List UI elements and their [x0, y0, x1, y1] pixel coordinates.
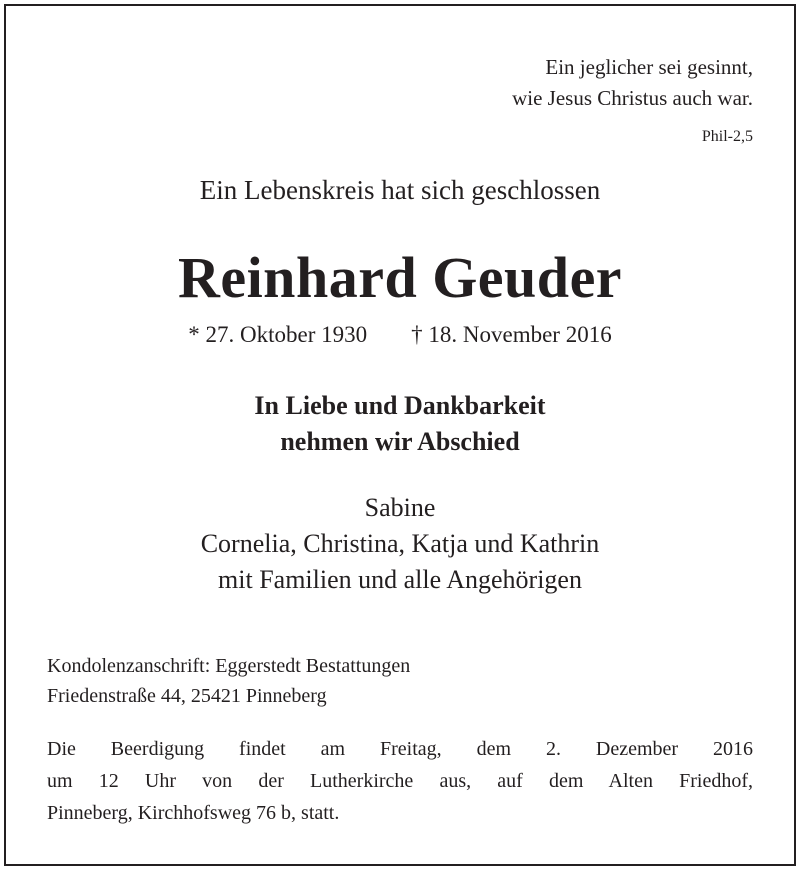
- funeral-line: Pinneberg, Kirchhofsweg 76 b, statt.: [47, 802, 340, 824]
- farewell-line: nehmen wir Abschied: [280, 427, 520, 456]
- bible-quote-line: wie Jesus Christus auch war.: [512, 86, 753, 110]
- bible-quote: [512, 52, 753, 114]
- funeral-details: [47, 733, 753, 829]
- farewell-line: In Liebe und Dankbarkeit: [254, 391, 546, 420]
- death-date: † 18. November 2016: [411, 322, 612, 347]
- funeral-line: um 12 Uhr von der Lutherkirche aus, auf dem Alten Friedhof,: [47, 770, 753, 792]
- mourner-line: Sabine: [364, 493, 436, 522]
- mourner-line: mit Familien und alle Angehörigen: [218, 565, 582, 594]
- funeral-line: Die Beerdigung findet am Freitag, dem 2. Dezember 2016: [47, 738, 753, 760]
- mourner-line: Cornelia, Christina, Katja und Kathrin: [200, 529, 600, 558]
- condolence-line: Friedenstraße 44, 25421 Pinneberg: [47, 685, 327, 707]
- birth-date: * 27. Oktober 1930: [188, 322, 368, 347]
- bible-quote-line: Ein jeglicher sei gesinnt,: [545, 55, 753, 79]
- condolence-address: [47, 651, 410, 711]
- farewell-text: [0, 388, 800, 460]
- bible-reference: Phil-2,5: [701, 128, 753, 145]
- condolence-line: Kondolenzanschrift: Eggerstedt Bestattungen: [47, 655, 411, 677]
- deceased-name: Reinhard Geuder: [177, 245, 623, 310]
- life-dates: [0, 322, 800, 348]
- mourners-list: [0, 490, 800, 598]
- intro-line: Ein Lebenskreis hat sich geschlossen: [199, 175, 601, 205]
